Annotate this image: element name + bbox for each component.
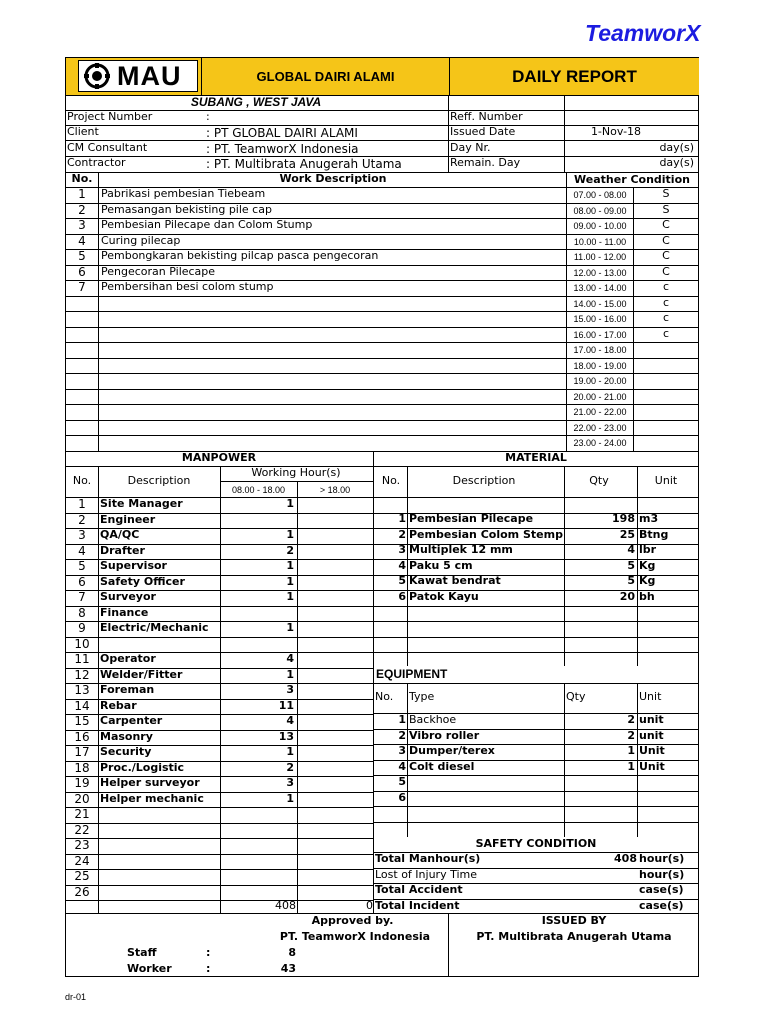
material-row-unit: Kg: [639, 559, 656, 572]
manpower-row-hours-a: 13: [278, 730, 294, 743]
grid-line: [373, 621, 698, 622]
equipment-row-qty: 2: [627, 713, 635, 726]
work-item-desc: Pengecoran Pilecape: [101, 265, 216, 278]
company-logo: [78, 60, 198, 92]
material-desc-header: Description: [452, 474, 516, 487]
equipment-qty-header: Qty: [566, 690, 586, 703]
weather-condition: c: [662, 296, 670, 309]
material-row-no: 1: [398, 512, 406, 525]
issued-by-label: ISSUED BY: [541, 914, 607, 927]
approved-label: Approved by.: [311, 914, 394, 927]
manpower-row-no: 16: [74, 730, 90, 744]
grid-line: [373, 683, 698, 684]
manpower-row-no: 6: [78, 575, 86, 589]
safety-row-unit: case(s): [639, 899, 684, 912]
manpower-row-no: 23: [74, 838, 90, 852]
logo-text: MAU: [117, 60, 182, 91]
client-value: : PT GLOBAL DAIRI ALAMI: [206, 126, 358, 140]
manpower-row-desc: Site Manager: [100, 497, 183, 510]
weather-time-slot: 15.00 - 16.00: [573, 314, 627, 324]
manpower-row-no: 12: [74, 668, 90, 682]
safety-row-value: 408: [614, 852, 637, 865]
equipment-row-qty: 1: [627, 744, 635, 757]
manpower-row-no: 26: [74, 885, 90, 899]
manpower-row-no: 21: [74, 807, 90, 821]
manpower-row-hours-a: 1: [286, 745, 294, 758]
material-qty-header: Qty: [589, 474, 609, 487]
doc-code: dr-01: [65, 992, 87, 1002]
material-row-unit: bh: [639, 590, 655, 603]
manpower-row-hours-a: 1: [286, 792, 294, 805]
weather-time-slot: 23.00 - 24.00: [573, 438, 627, 448]
material-row-qty: 198: [612, 512, 635, 525]
equipment-row-type: Backhoe: [409, 713, 457, 726]
material-row-no: 6: [398, 590, 406, 603]
grid-line: [66, 838, 373, 839]
manpower-row-desc: Electric/Mechanic: [100, 621, 209, 634]
work-desc-header: Work Description: [279, 172, 387, 185]
work-item-desc: Pembersihan besi colom stump: [101, 280, 274, 293]
grid-line: [449, 58, 450, 95]
grid-line: [373, 652, 698, 653]
weather-time-slot: 07.00 - 08.00: [573, 190, 627, 200]
manpower-row-desc: Drafter: [100, 544, 145, 557]
equipment-row-type: Vibro roller: [409, 729, 480, 742]
weather-time-slot: 19.00 - 20.00: [573, 376, 627, 386]
manpower-row-desc: Supervisor: [100, 559, 167, 572]
manpower-row-hours-a: 1: [286, 559, 294, 572]
material-row-desc: Kawat bendrat: [409, 574, 501, 587]
grid-line: [564, 95, 565, 172]
manpower-row-no: 13: [74, 683, 90, 697]
manpower-row-desc: Finance: [100, 606, 149, 619]
material-row-no: 3: [398, 543, 406, 556]
weather-time-slot: 17.00 - 18.00: [573, 345, 627, 355]
weather-condition: c: [662, 327, 670, 340]
staff-value: 8: [288, 946, 296, 959]
material-row-no: 2: [398, 528, 406, 541]
grid-line: [448, 95, 449, 172]
manpower-title: MANPOWER: [181, 451, 257, 464]
manpower-row-desc: Security: [100, 745, 152, 758]
manpower-row-no: 11: [74, 652, 90, 666]
manpower-row-desc: Surveyor: [100, 590, 156, 603]
issued-date-value: 1-Nov-18: [590, 125, 642, 138]
equipment-row-no: 3: [398, 744, 406, 757]
weather-time-slot: 08.00 - 09.00: [573, 206, 627, 216]
manpower-row-desc: Proc./Logistic: [100, 761, 185, 774]
equipment-row-type: Dumper/terex: [409, 744, 495, 757]
equipment-type-header: Type: [409, 690, 435, 703]
equipment-row-type: Colt diesel: [409, 760, 475, 773]
reff-number-label: Reff. Number: [450, 110, 523, 123]
weather-time-slot: 22.00 - 23.00: [573, 423, 627, 433]
manpower-row-hours-a: 1: [286, 528, 294, 541]
location-label: SUBANG , WEST JAVA: [190, 95, 322, 109]
work-item-no: 3: [78, 218, 86, 232]
material-row-no: 4: [398, 559, 406, 572]
grid-line: [66, 466, 698, 467]
contractor-label: Contractor: [67, 156, 126, 169]
manpower-row-no: 7: [78, 590, 86, 604]
material-row-desc: Patok Kayu: [409, 590, 479, 603]
equipment-row-no: 1: [398, 713, 406, 726]
manpower-row-no: 1: [78, 497, 86, 511]
manpower-row-no: 10: [74, 637, 90, 651]
safety-row-label: Total Incident: [375, 899, 460, 912]
work-item-desc: Pemasangan bekisting pile cap: [101, 203, 272, 216]
project-number-value: :: [206, 110, 210, 123]
weather-time-slot: 13.00 - 14.00: [573, 283, 627, 293]
material-row-unit: Kg: [639, 574, 656, 587]
manpower-row-desc: Foreman: [100, 683, 155, 696]
material-unit-header: Unit: [654, 474, 678, 487]
weather-time-slot: 21.00 - 22.00: [573, 407, 627, 417]
manpower-row-hours-a: 3: [286, 683, 294, 696]
worker-value: 43: [280, 962, 296, 975]
manpower-hours-a: 08.00 - 18.00: [231, 485, 286, 495]
grid-line: [448, 913, 449, 977]
weather-header: Weather Condition: [574, 173, 690, 186]
manpower-row-no: 15: [74, 714, 90, 728]
work-no-header: No.: [71, 172, 93, 185]
equipment-row-unit: unit: [639, 729, 664, 742]
material-row-desc: Multiplek 12 mm: [409, 543, 513, 556]
weather-condition: c: [662, 311, 670, 324]
worker-label: Worker: [127, 962, 172, 975]
day-nr-label: Day Nr.: [450, 141, 491, 154]
grid-line: [373, 806, 698, 807]
contractor-value: : PT. Multibrata Anugerah Utama: [206, 157, 402, 171]
safety-row-label: Total Manhour(s): [375, 852, 481, 865]
manpower-row-no: 14: [74, 699, 90, 713]
issued-date-label: Issued Date: [450, 125, 516, 138]
equipment-row-unit: Unit: [639, 744, 665, 757]
manpower-row-no: 4: [78, 544, 86, 558]
client-label: Client: [67, 125, 99, 138]
manpower-row-no: 22: [74, 823, 90, 837]
grid-line: [66, 869, 373, 870]
work-item-no: 5: [78, 249, 86, 263]
weather-time-slot: 12.00 - 13.00: [573, 268, 627, 278]
grid-line: [66, 854, 373, 855]
material-row-qty: 25: [619, 528, 635, 541]
manpower-row-desc: Helper surveyor: [100, 776, 200, 789]
manpower-row-hours-a: 2: [286, 544, 294, 557]
manpower-row-no: 9: [78, 621, 86, 635]
safety-row-unit: case(s): [639, 883, 684, 896]
remain-day-label: Remain. Day: [450, 156, 521, 169]
material-row-qty: 5: [627, 574, 635, 587]
grid-line: [66, 885, 373, 886]
grid-line: [373, 822, 698, 823]
cm-consultant-label: CM Consultant: [67, 141, 148, 154]
report-title: DAILY REPORT: [449, 58, 699, 95]
project-title: GLOBAL DAIRI ALAMI: [201, 58, 449, 95]
work-item-no: 1: [78, 187, 86, 201]
manpower-desc-header: Description: [127, 474, 191, 487]
material-row-desc: Pembesian Colom Stemp: [409, 528, 563, 541]
weather-condition: C: [662, 218, 670, 231]
manpower-row-desc: Welder/Fitter: [100, 668, 183, 681]
grid-line: [407, 466, 408, 666]
grid-line: [98, 466, 99, 913]
staff-label: Staff: [127, 946, 157, 959]
manpower-row-hours-a: 3: [286, 776, 294, 789]
work-item-desc: Pembesian Pilecape dan Colom Stump: [101, 218, 313, 231]
equipment-title: EQUIPMENT: [376, 667, 448, 681]
manpower-row-hours-a: 4: [286, 652, 294, 665]
weather-time-slot: 14.00 - 15.00: [573, 299, 627, 309]
manpower-total-b: 0: [366, 899, 373, 912]
grid-line: [66, 823, 373, 824]
material-row-unit: lbr: [639, 543, 657, 556]
weather-time-slot: 18.00 - 19.00: [573, 361, 627, 371]
safety-row-label: Lost of Injury Time: [375, 868, 477, 881]
remain-day-unit: day(s): [659, 156, 694, 169]
weather-condition: C: [662, 265, 670, 278]
work-item-no: 4: [78, 234, 86, 248]
cm-consultant-value: : PT. TeamworX Indonesia: [206, 142, 359, 156]
work-item-desc: Pabrikasi pembesian Tiebeam: [101, 187, 266, 200]
manpower-row-hours-a: 2: [286, 761, 294, 774]
grid-line: [201, 58, 202, 95]
grid-line: [373, 606, 698, 607]
material-no-header: No.: [381, 474, 401, 487]
approved-company: PT. TeamworX Indonesia: [279, 930, 431, 943]
brand-title: TeamworX: [585, 20, 701, 46]
material-row-qty: 20: [619, 590, 635, 603]
safety-title: SAFETY CONDITION: [475, 837, 597, 850]
project-number-label: Project Number: [67, 110, 153, 123]
equipment-unit-header: Unit: [639, 690, 662, 703]
manpower-hours-b: > 18.00: [319, 485, 351, 495]
equipment-row-qty: 2: [627, 729, 635, 742]
equipment-row-no: 6: [398, 791, 406, 804]
equipment-row-no: 2: [398, 729, 406, 742]
manpower-row-hours-a: 1: [286, 575, 294, 588]
material-row-no: 5: [398, 574, 406, 587]
manpower-row-hours-a: 1: [286, 590, 294, 603]
manpower-row-hours-a: 11: [278, 699, 294, 712]
material-row-desc: Pembesian Pilecape: [409, 512, 534, 525]
material-row-qty: 4: [627, 543, 635, 556]
manpower-row-desc: Masonry: [100, 730, 153, 743]
manpower-row-desc: Helper mechanic: [100, 792, 204, 805]
manpower-row-no: 20: [74, 792, 90, 806]
manpower-total-a: 408: [275, 899, 296, 912]
work-item-no: 7: [78, 280, 86, 294]
manpower-row-hours-a: 4: [286, 714, 294, 727]
weather-condition: S: [662, 187, 670, 200]
manpower-row-no: 17: [74, 745, 90, 759]
work-item-no: 6: [78, 265, 86, 279]
equipment-row-unit: Unit: [639, 760, 665, 773]
grid-line: [637, 466, 638, 666]
mau-gear-icon: [83, 63, 111, 89]
manpower-row-hours-a: 1: [286, 668, 294, 681]
weather-time-slot: 11.00 - 12.00: [573, 252, 627, 262]
grid-line: [66, 637, 373, 638]
equipment-row-qty: 1: [627, 760, 635, 773]
manpower-row-hours-a: 1: [286, 621, 294, 634]
grid-line: [373, 637, 698, 638]
manpower-no-header: No.: [72, 474, 92, 487]
worker-separator: :: [206, 962, 211, 975]
grid-line: [373, 791, 698, 792]
material-row-qty: 5: [627, 559, 635, 572]
equipment-row-unit: unit: [639, 713, 664, 726]
manpower-row-desc: Rebar: [100, 699, 137, 712]
grid-line: [373, 775, 698, 776]
manpower-row-no: 8: [78, 606, 86, 620]
weather-time-slot: 10.00 - 11.00: [573, 237, 627, 247]
manpower-row-desc: Safety Officer: [100, 575, 185, 588]
weather-time-slot: 09.00 - 10.00: [573, 221, 627, 231]
manpower-row-no: 2: [78, 513, 86, 527]
equipment-no-header: No.: [375, 690, 394, 703]
manpower-row-hours-a: 1: [286, 497, 294, 510]
day-nr-unit: day(s): [659, 141, 694, 154]
manpower-row-desc: Operator: [100, 652, 156, 665]
work-item-desc: Pembongkaran bekisting pilcap pasca pengecoran: [101, 249, 379, 262]
manpower-row-no: 18: [74, 761, 90, 775]
equipment-row-no: 4: [398, 760, 406, 773]
issued-by-company: PT. Multibrata Anugerah Utama: [476, 930, 672, 943]
grid-line: [66, 807, 373, 808]
weather-condition: c: [662, 280, 670, 293]
safety-row-unit: hour(s): [639, 868, 685, 881]
weather-condition: C: [662, 249, 670, 262]
work-item-no: 2: [78, 203, 86, 217]
work-item-desc: Curing pilecap: [101, 234, 181, 247]
manpower-hours-header: Working Hour(s): [251, 466, 341, 479]
safety-row-unit: hour(s): [639, 852, 685, 865]
manpower-row-desc: Engineer: [100, 513, 156, 526]
manpower-row-no: 19: [74, 776, 90, 790]
manpower-row-no: 24: [74, 854, 90, 868]
weather-condition: S: [662, 203, 670, 216]
material-title: MATERIAL: [505, 451, 567, 464]
manpower-row-no: 5: [78, 559, 86, 573]
safety-row-label: Total Accident: [375, 883, 463, 896]
weather-condition: C: [662, 234, 670, 247]
manpower-row-no: 25: [74, 869, 90, 883]
staff-separator: :: [206, 946, 211, 959]
manpower-row-desc: QA/QC: [100, 528, 140, 541]
equipment-row-no: 5: [398, 775, 406, 788]
material-row-unit: m3: [639, 512, 659, 525]
weather-time-slot: 16.00 - 17.00: [573, 330, 627, 340]
material-row-unit: Btng: [639, 528, 669, 541]
weather-time-slot: 20.00 - 21.00: [573, 392, 627, 402]
material-row-desc: Paku 5 cm: [409, 559, 473, 572]
manpower-row-no: 3: [78, 528, 86, 542]
grid-line: [297, 481, 298, 913]
manpower-row-desc: Carpenter: [100, 714, 163, 727]
